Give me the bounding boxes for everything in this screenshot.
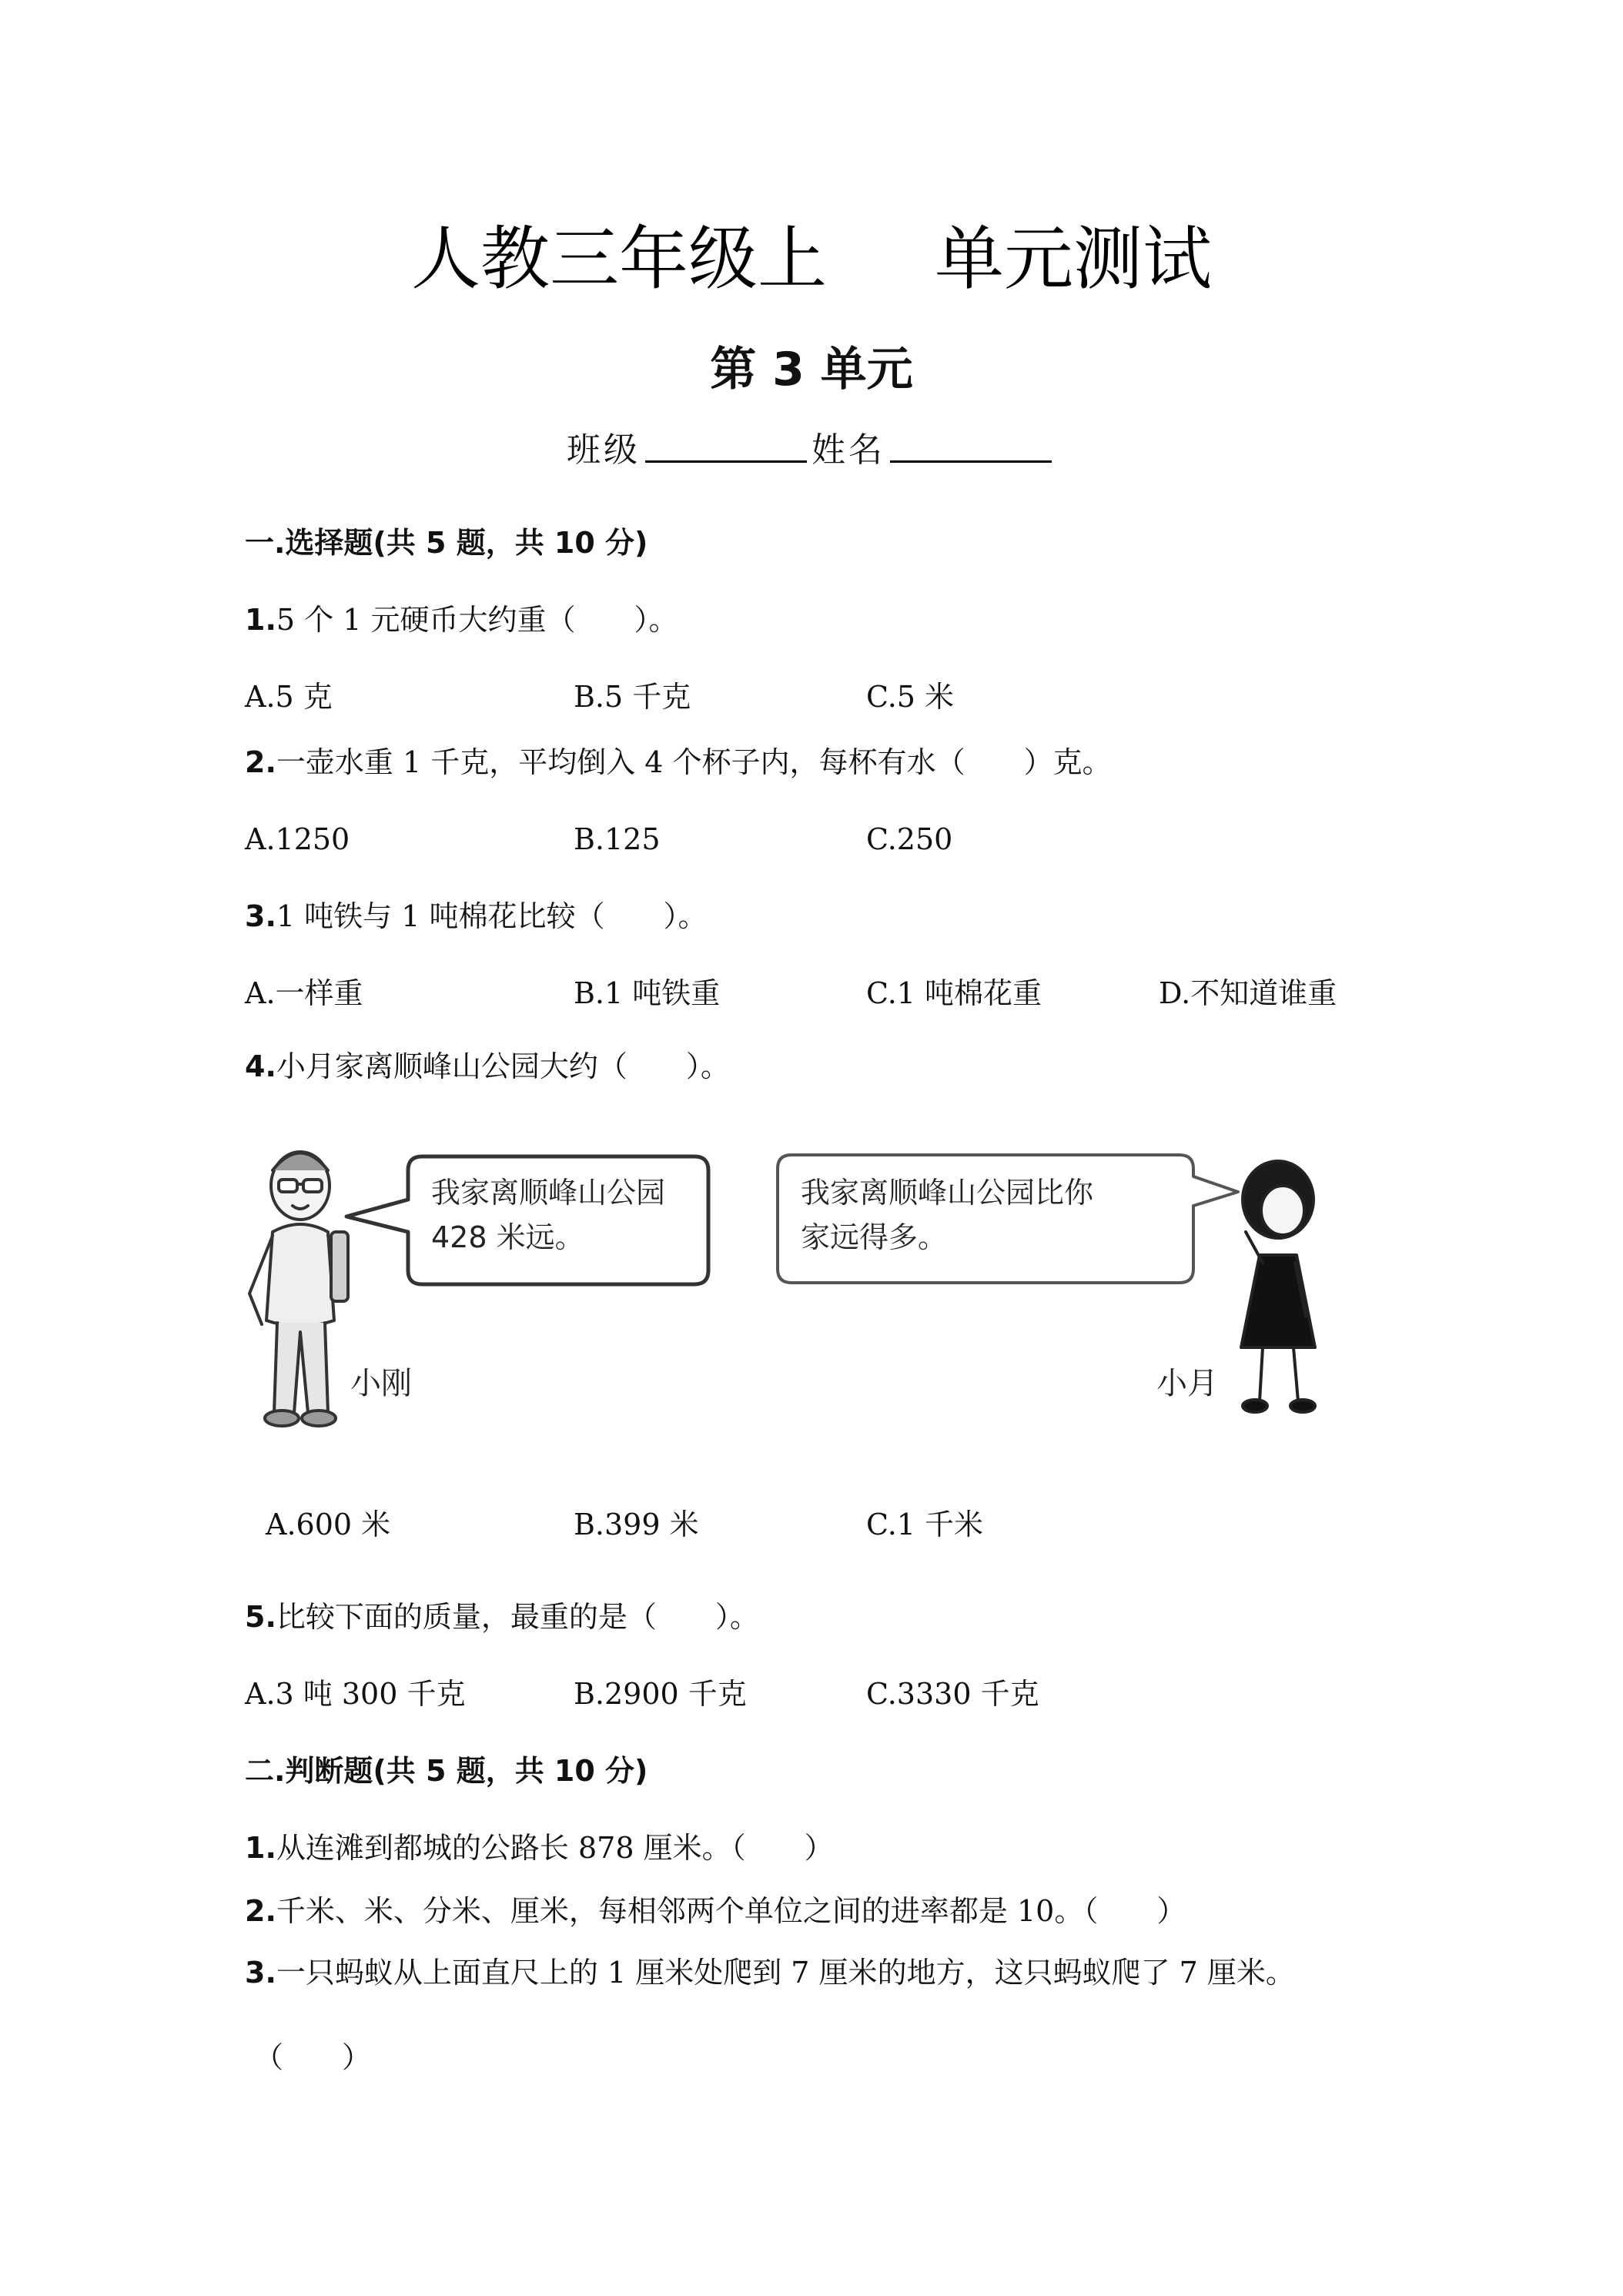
right-bubble-line2: 家远得多。 [801, 1220, 948, 1254]
q3-option-d[interactable]: D.不知道谁重 [1159, 976, 1337, 1010]
q1-option-b[interactable]: B.5 千克 [574, 680, 691, 714]
question-number: 1. [245, 1831, 276, 1865]
judge-question-3 [245, 1953, 1295, 1992]
question-text: 千米、米、分米、厘米，每相邻两个单位之间的进率都是 10。（ ） [276, 1894, 1186, 1928]
boy-name: 小刚 [350, 1366, 412, 1401]
question-number: 4. [245, 1049, 276, 1083]
question-number: 5. [245, 1600, 276, 1634]
question-text: 1 吨铁与 1 吨棉花比较（ ）。 [276, 899, 708, 933]
q5-option-c[interactable]: C.3330 千克 [866, 1677, 1039, 1711]
q2-option-a[interactable]: A.1250 [245, 822, 350, 856]
left-bubble-line1: 我家离顺峰山公园 [431, 1176, 666, 1210]
dialogue-illustration [231, 1140, 1355, 1463]
question-number: 1. [245, 603, 276, 637]
left-bubble-line2: 428 米远。 [431, 1220, 584, 1254]
question-2 [245, 743, 1112, 782]
question-text: 比较下面的质量，最重的是（ ）。 [276, 1600, 759, 1634]
question-3 [245, 897, 707, 935]
q1-option-a[interactable]: A.5 克 [245, 680, 333, 714]
section2-heading: 二.判断题(共 5 题，共 10 分) [245, 1754, 648, 1788]
question-4 [245, 1047, 730, 1086]
q4-option-b[interactable]: B.399 米 [574, 1508, 699, 1541]
question-text: 5 个 1 元硬币大约重（ ）。 [276, 603, 678, 637]
boy-figure [249, 1152, 348, 1426]
question-number: 2. [245, 745, 276, 779]
girl-figure [1241, 1161, 1315, 1412]
title-left: 人教三年级上 [411, 219, 827, 300]
q5-option-a[interactable]: A.3 吨 300 千克 [245, 1677, 466, 1711]
class-label: 班级 [567, 430, 641, 470]
right-bubble-line1: 我家离顺峰山公园比你 [801, 1176, 1094, 1210]
name-row [0, 427, 1623, 474]
question-text: 从连滩到都城的公路长 878 厘米。（ ） [276, 1831, 834, 1865]
class-blank[interactable] [645, 430, 807, 463]
unit-subtitle: 第 3 单元 [710, 343, 913, 397]
name-label: 姓名 [812, 430, 885, 470]
q5-option-b[interactable]: B.2900 千克 [574, 1677, 747, 1711]
q4-option-a[interactable]: A.600 米 [266, 1508, 391, 1541]
judge-q3-answer-paren[interactable]: （ ） [254, 2040, 372, 2074]
question-text: 小月家离顺峰山公园大约（ ）。 [276, 1049, 730, 1083]
q4-option-c[interactable]: C.1 千米 [866, 1508, 984, 1541]
judge-question-1 [245, 1829, 834, 1867]
question-number: 3. [245, 1956, 276, 1990]
judge-question-2 [245, 1892, 1186, 1930]
q1-option-c[interactable]: C.5 米 [866, 680, 955, 714]
q2-option-c[interactable]: C.250 [866, 822, 953, 856]
question-number: 3. [245, 899, 276, 933]
page-title [0, 217, 1623, 302]
q3-option-b[interactable]: B.1 吨铁重 [574, 976, 721, 1010]
q2-option-b[interactable]: B.125 [574, 822, 661, 856]
question-number: 2. [245, 1894, 276, 1928]
name-blank[interactable] [890, 430, 1052, 463]
question-text: 一只蚂蚁从上面直尺上的 1 厘米处爬到 7 厘米的地方，这只蚂蚁爬了 7 厘米。 [276, 1956, 1295, 1990]
q3-option-a[interactable]: A.一样重 [245, 976, 363, 1010]
section1-heading: 一.选择题(共 5 题，共 10 分) [245, 526, 648, 560]
right-speech-bubble [778, 1155, 1238, 1283]
question-text: 一壶水重 1 千克，平均倒入 4 个杯子内，每杯有水（ ）克。 [276, 745, 1112, 779]
title-right: 单元测试 [935, 219, 1212, 300]
girl-name: 小月 [1156, 1366, 1218, 1401]
question-1 [245, 601, 678, 639]
q3-option-c[interactable]: C.1 吨棉花重 [866, 976, 1042, 1010]
question-5 [245, 1598, 759, 1636]
left-speech-bubble [346, 1156, 708, 1284]
